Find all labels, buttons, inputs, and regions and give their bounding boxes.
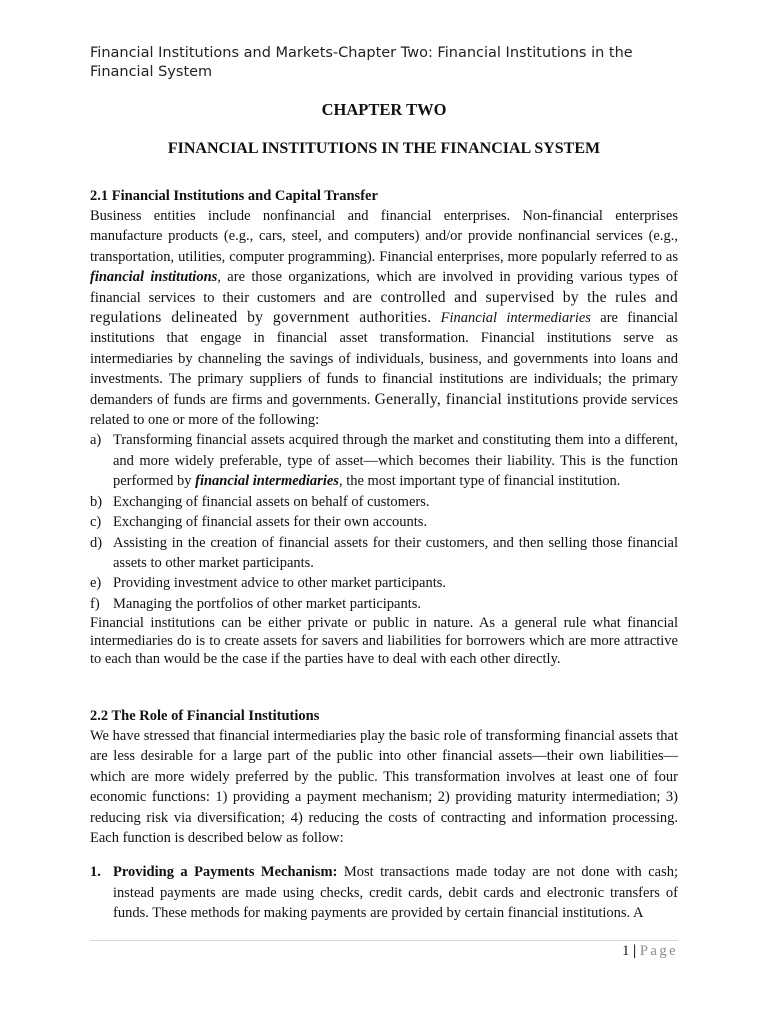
page-label: Page bbox=[639, 943, 678, 959]
term-financial-intermediaries: financial intermediaries bbox=[195, 473, 339, 490]
list-item-text: Transforming financial assets acquired through the market and constituting them into a different, and more widely preferable, type of asset—which becomes their liability. This is the function performed by bbox=[113, 432, 678, 490]
chapter-title: FINANCIAL INSTITUTIONS IN THE FINANCIAL SYSTEM bbox=[167, 140, 601, 157]
section-heading: 2.2 The Role of Financial Institutions bbox=[90, 708, 320, 724]
paragraph-text: are financial institutions that engage in financial asset transformation. Financial institutions serve as intermediaries by channeling the savings of individuals, business, and governments into loans and investments. The primary suppliers of funds to financial institutions are individuals; the primary demanders of funds are firms and governments. bbox=[90, 310, 679, 408]
paragraph-text-large: are controlled and supervised by the rules and regulations delineated by government authorities. bbox=[90, 288, 678, 327]
paragraph-text: provide services related to one or more of the following: bbox=[90, 391, 678, 429]
section-heading: 2.1 Financial Institutions and Capital Transfer bbox=[90, 188, 378, 204]
services-list bbox=[90, 430, 678, 614]
closing-paragraph: Financial institutions can be either private or public in nature. As a general rule what financial intermediaries do is to create assets for savers and liabilities for borrowers which are more attractive to each than would be the case if the parties have to deal with each other directly. bbox=[90, 615, 678, 668]
section-2-1 bbox=[90, 186, 678, 668]
list-item-text: Managing the portfolios of other market participants. bbox=[113, 595, 422, 612]
list-item bbox=[90, 492, 678, 512]
spacer bbox=[90, 848, 678, 862]
list-item-text: , the most important type of financial institution. bbox=[338, 473, 621, 490]
list-item bbox=[90, 430, 678, 491]
page-number: 1 bbox=[622, 943, 630, 959]
list-item-text: Providing investment advice to other market participants. bbox=[113, 575, 447, 592]
chapter-label: CHAPTER TWO bbox=[321, 100, 447, 119]
numbered-marker: 1. bbox=[90, 864, 101, 881]
term-financial-intermediaries: Financial intermediaries bbox=[440, 310, 591, 327]
paragraph-text: Business entities include nonfinancial and financial enterprises. Non-financial enterprises manufacture products (e.g., cars, steel, and computers) and/or provide nonfinancial services (e.g., transportation, utilities, computer programming). Financial enterprises, more popularly referred to as bbox=[90, 208, 678, 265]
list-item-text: Assisting in the creation of financial assets for their customers, and then selling those financial assets to other market participants. bbox=[113, 534, 678, 571]
numbered-item-title: Providing a Payments Mechanism: bbox=[113, 864, 338, 881]
paragraph-text: , are those organizations, which are involved in providing various types of financial services to their customers and bbox=[90, 269, 678, 306]
intro-paragraph: We have stressed that financial intermediaries play the basic role of transforming financial assets that are less desirable for a large part of the public into other financial assets—their own liabilities—which are more widely preferred by the public. This transformation involves at least one of four economic functions: 1) providing a payment mechanism; 2) providing maturity intermediation; 3) reducing risk via diversification; 4) reducing the costs of contracting and information processing. Each function is described below as follow: bbox=[90, 728, 678, 847]
list-marker: e) bbox=[90, 575, 102, 592]
list-marker: c) bbox=[90, 514, 102, 531]
running-header: Financial Institutions and Markets-Chapter Two: Financial Institutions in the Financial System bbox=[90, 45, 633, 80]
list-marker: d) bbox=[90, 534, 103, 551]
list-item bbox=[90, 512, 678, 532]
numbered-item-text: Most transactions made today are not done with cash; instead payments are made using checks, credit cards, debit cards and electronic transfers of funds. These methods for making payments are provided by certain financial institutions. A bbox=[113, 864, 678, 922]
numbered-item bbox=[90, 862, 678, 923]
list-item bbox=[90, 573, 678, 593]
list-item-text: Exchanging of financial assets for their own accounts. bbox=[113, 514, 428, 531]
list-marker: b) bbox=[90, 493, 103, 510]
list-item bbox=[90, 533, 678, 574]
list-marker: a) bbox=[90, 432, 102, 449]
paragraph-text-large: Generally, financial institutions bbox=[374, 390, 579, 408]
list-marker: f) bbox=[90, 595, 100, 612]
section-2-2 bbox=[90, 706, 678, 924]
list-item bbox=[90, 594, 678, 614]
page-separator: | bbox=[632, 943, 637, 959]
list-item-text: Exchanging of financial assets on behalf of customers. bbox=[113, 493, 430, 510]
term-financial-institutions: financial institutions bbox=[90, 269, 218, 286]
paragraph bbox=[90, 206, 678, 430]
page-footer bbox=[90, 941, 678, 961]
